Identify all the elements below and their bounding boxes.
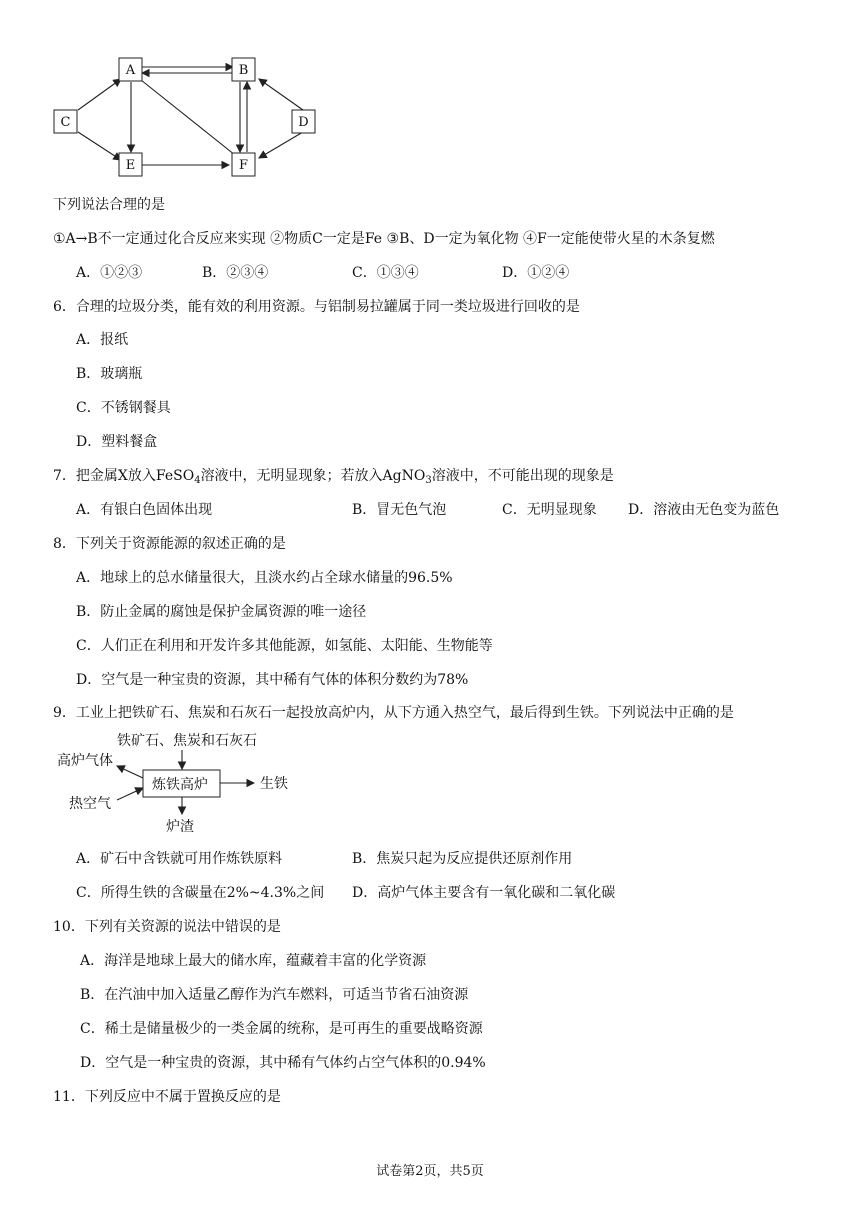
q9-option-d: D．高炉气体主要含有一氧化碳和二氧化碳 (352, 885, 616, 901)
q7-option-d: D．溶液由无色变为蓝色 (628, 502, 780, 518)
q8-option-b: B．防止金属的腐蚀是保护金属资源的唯一途径 (76, 604, 367, 620)
q7-option-b: B．冒无色气泡 (352, 502, 447, 518)
q9-option-c: C．所得生铁的含碳量在2%~4.3%之间 (76, 885, 325, 901)
q7-stem: 7．把金属X放入FeSO$_4$溶液中，无明显现象；若放入AgNO$_3$溶液中，不可能出现的现象是 (53, 468, 614, 486)
node-f: F (238, 158, 249, 173)
q5-option-a: A．①②③ (76, 265, 143, 281)
q5-option-d: D．①②④ (502, 265, 570, 281)
q10-option-d: D．空气是一种宝贵的资源，其中稀有气体约占空气体积的0.94% (80, 1055, 486, 1071)
furnace-slag-label: 炉渣 (166, 819, 194, 835)
node-b: B (238, 63, 249, 78)
page-footer: 试卷第2页，共5页 (376, 1164, 484, 1179)
node-a: A (125, 63, 136, 78)
node-c: C (60, 115, 71, 130)
q11-stem: 11．下列反应中不属于置换反应的是 (53, 1089, 281, 1105)
furnace-product-label: 生铁 (260, 776, 288, 792)
q8-option-a: A．地球上的总水储量很大，且淡水约占全球水储量的96.5% (76, 570, 453, 586)
node-d: D (298, 115, 309, 130)
q10-option-b: B．在汽油中加入适量乙醇作为汽车燃料，可适当节省石油资源 (80, 987, 469, 1003)
q7-option-c: C．无明显现象 (502, 502, 597, 518)
q6-option-c: C．不锈钢餐具 (76, 400, 171, 416)
q5-statements: ①A→B不一定通过化合反应来实现 ②物质C一定是Fe ③B、D一定为氧化物 ④F一定能使带火星的木条复燃 (53, 231, 715, 247)
q8-stem: 8．下列关于资源能源的叙述正确的是 (53, 536, 286, 552)
q6-option-b: B．玻璃瓶 (76, 366, 143, 382)
q5-option-b: B．②③④ (202, 265, 269, 281)
furnace-air-label: 热空气 (69, 796, 111, 812)
blast-furnace-diagram (55, 728, 315, 838)
relationship-diagram (45, 52, 335, 182)
q10-option-a: A．海洋是地球上最大的储水库，蕴藏着丰富的化学资源 (80, 953, 427, 969)
q9-option-a: A．矿石中含铁就可用作炼铁原料 (76, 851, 283, 867)
q5-option-c: C．①③④ (352, 265, 419, 281)
q7-option-a: A．有银白色固体出现 (76, 502, 213, 518)
q6-stem: 6．合理的垃圾分类，能有效的利用资源。与铝制易拉罐属于同一类垃圾进行回收的是 (53, 299, 580, 315)
q8-option-d: D．空气是一种宝贵的资源，其中稀有气体的体积分数约为78% (76, 672, 469, 688)
q9-stem: 9．工业上把铁矿石、焦炭和石灰石一起投放高炉内，从下方通入热空气，最后得到生铁。下列说法中正确的是 (53, 705, 734, 721)
node-e: E (125, 158, 136, 173)
q10-option-c: C．稀土是储量极少的一类金属的统称，是可再生的重要战略资源 (80, 1021, 483, 1037)
furnace-box-label: 炼铁高炉 (152, 777, 208, 793)
q10-stem: 10．下列有关资源的说法中错误的是 (53, 919, 281, 935)
q8-option-c: C．人们正在利用和开发许多其他能源，如氢能、太阳能、生物能等 (76, 638, 493, 654)
q6-option-d: D．塑料餐盒 (76, 434, 158, 450)
q6-option-a: A．报纸 (76, 332, 129, 348)
q9-option-b: B．焦炭只起为反应提供还原剂作用 (352, 851, 573, 867)
furnace-gas-label: 高炉气体 (57, 753, 113, 769)
q5-stem: 下列说法合理的是 (53, 197, 165, 213)
furnace-input-label: 铁矿石、焦炭和石灰石 (117, 733, 257, 749)
